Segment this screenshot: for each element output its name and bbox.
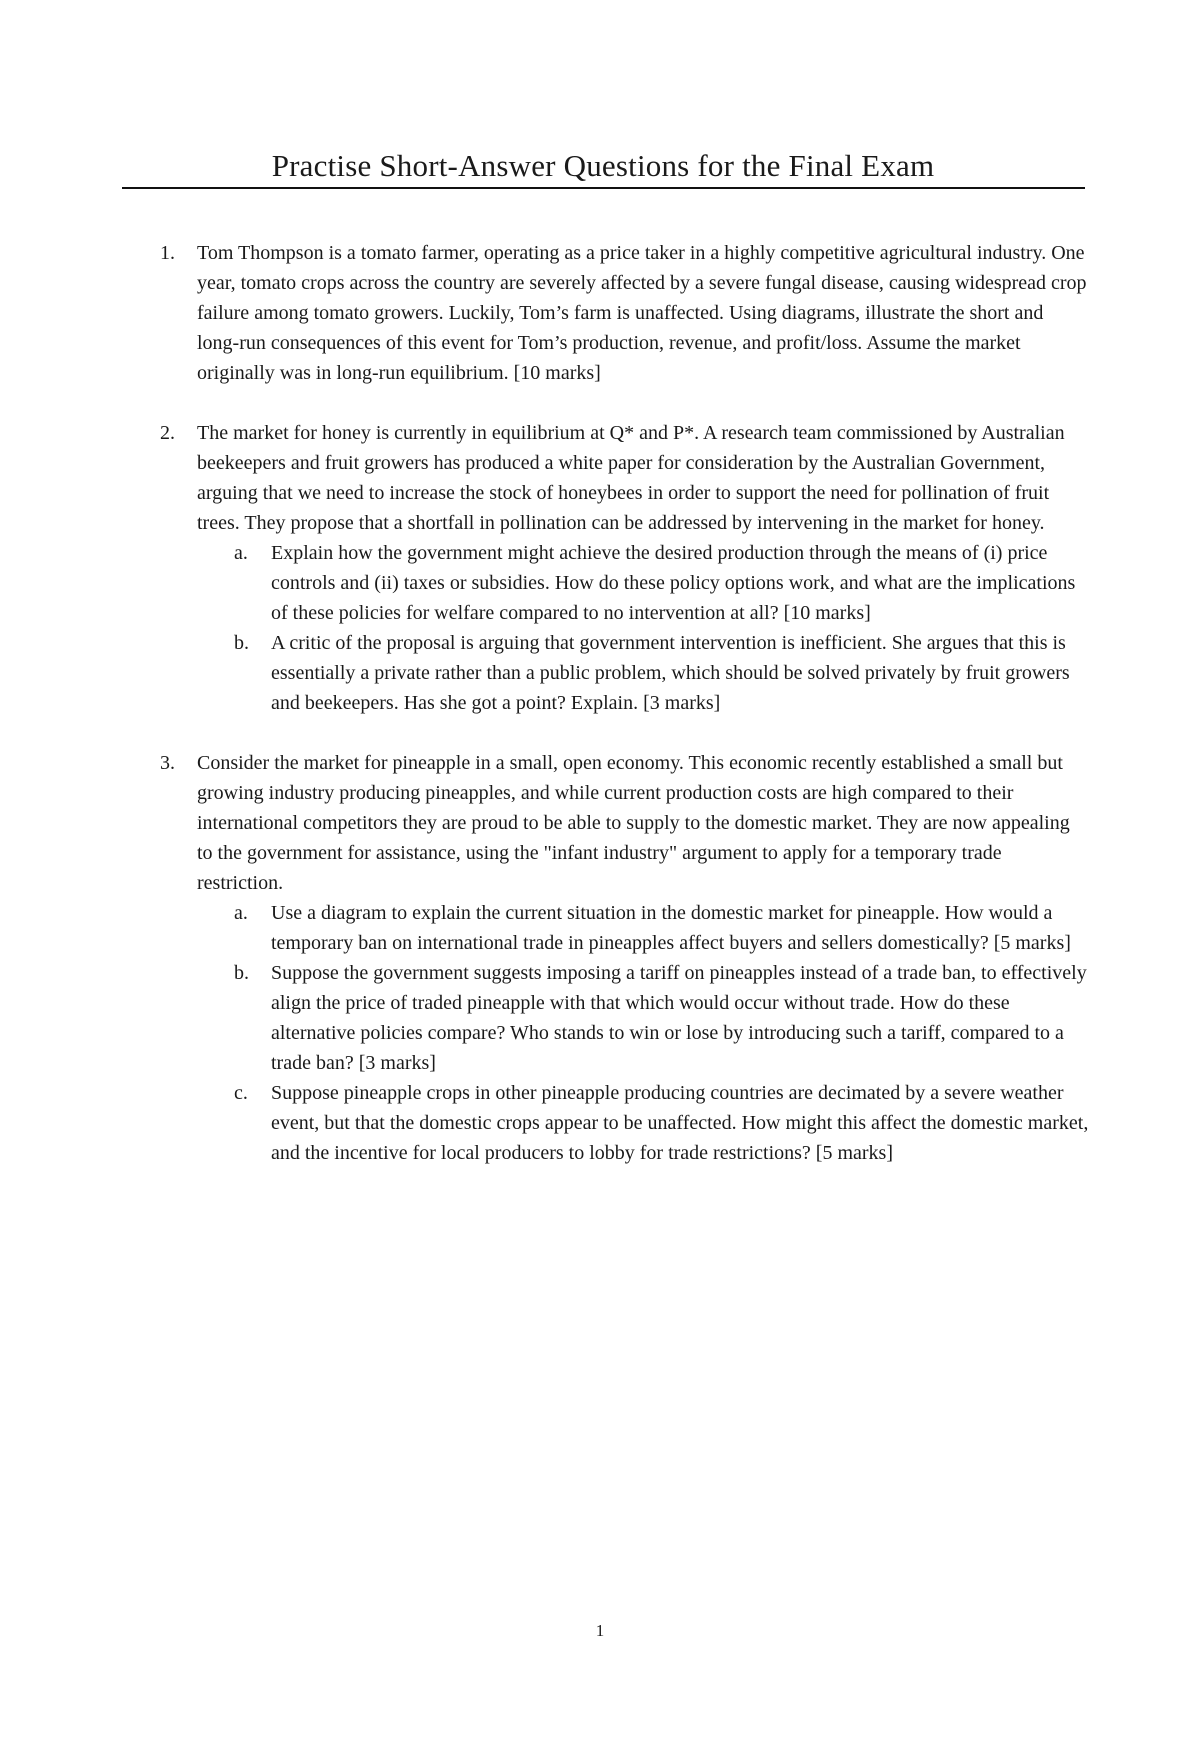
question-3a [197,898,1090,958]
subpart-text: Suppose pineapple crops in other pineapple producing countries are decimated by a severe weather event, but that the domestic crops appear to be unaffected. How might this affect the domestic market, and the incentive for local producers to lobby for trade restrictions? [5 marks] [271,1082,1089,1164]
question-3c [197,1078,1090,1168]
subpart-text: Explain how the government might achieve the desired production through the means of (i) price controls and (ii) taxes or subsidies. How do these policy options work, and what are the implications of these policies for welfare compared to no intervention at all? [10 marks] [271,542,1076,624]
question-text: Consider the market for pineapple in a small, open economy. This economic recently established a small but growing industry producing pineapples, and while current production costs are high compared to their international competitors they are proud to be able to supply to the domestic market. They are now appealing to the government for assistance, using the "infant industry" argument to apply for a temporary trade restriction. [197,752,1070,894]
subpart-letter: b. [234,632,249,654]
question-text: Tom Thompson is a tomato farmer, operating as a price taker in a highly competitive agricultural industry. One year, tomato crops across the country are severely affected by a severe fungal disease, causing widespread crop failure among tomato growers. Luckily, Tom’s farm is unaffected. Using diagrams, illustrate the short and long-run consequences of this event for Tom’s production, revenue, and profit/loss. Assume the market originally was in long-run equilibrium. [10 marks] [197,242,1087,384]
question-number: 3. [160,752,175,774]
subpart-letter: a. [234,542,248,564]
subpart-text: Use a diagram to explain the current situation in the domestic market for pineapple. How would a temporary ban on international trade in pineapples affect buyers and sellers domestically? [5 marks] [271,902,1071,954]
question-2b [197,628,1090,718]
question-2 [160,418,1090,718]
question-2a [197,538,1090,628]
page-number: 1 [595,1621,605,1640]
subpart-letter: c. [234,1082,248,1104]
subpart-text: Suppose the government suggests imposing a tariff on pineapples instead of a trade ban, to effectively align the price of traded pineapple with that which would occur without trade. How do these alternative policies compare? Who stands to win or lose by introducing such a tariff, compared to a trade ban? [3 marks] [271,962,1087,1074]
subpart-letter: a. [234,902,248,924]
subpart-letter: b. [234,962,249,984]
page-title: Practise Short-Answer Questions for the Final Exam [271,148,935,183]
title-underline [122,187,1085,189]
question-3 [160,748,1090,1168]
question-1 [160,238,1090,388]
question-number: 1. [160,242,175,264]
question-3b [197,958,1090,1078]
subpart-text: A critic of the proposal is arguing that government intervention is inefficient. She argues that this is essentially a private rather than a public problem, which should be solved privately by fruit growers and beekeepers. Has she got a point? Explain. [3 marks] [271,632,1070,714]
question-number: 2. [160,422,175,444]
question-text: The market for honey is currently in equilibrium at Q* and P*. A research team commissioned by Australian beekeepers and fruit growers has produced a white paper for consideration by the Australian Government, arguing that we need to increase the stock of honeybees in order to support the need for pollination of fruit trees. They propose that a shortfall in pollination can be addressed by intervening in the market for honey. [197,422,1065,534]
question-list [160,238,1090,1198]
subpart-list [197,538,1090,718]
subpart-list [197,898,1090,1168]
